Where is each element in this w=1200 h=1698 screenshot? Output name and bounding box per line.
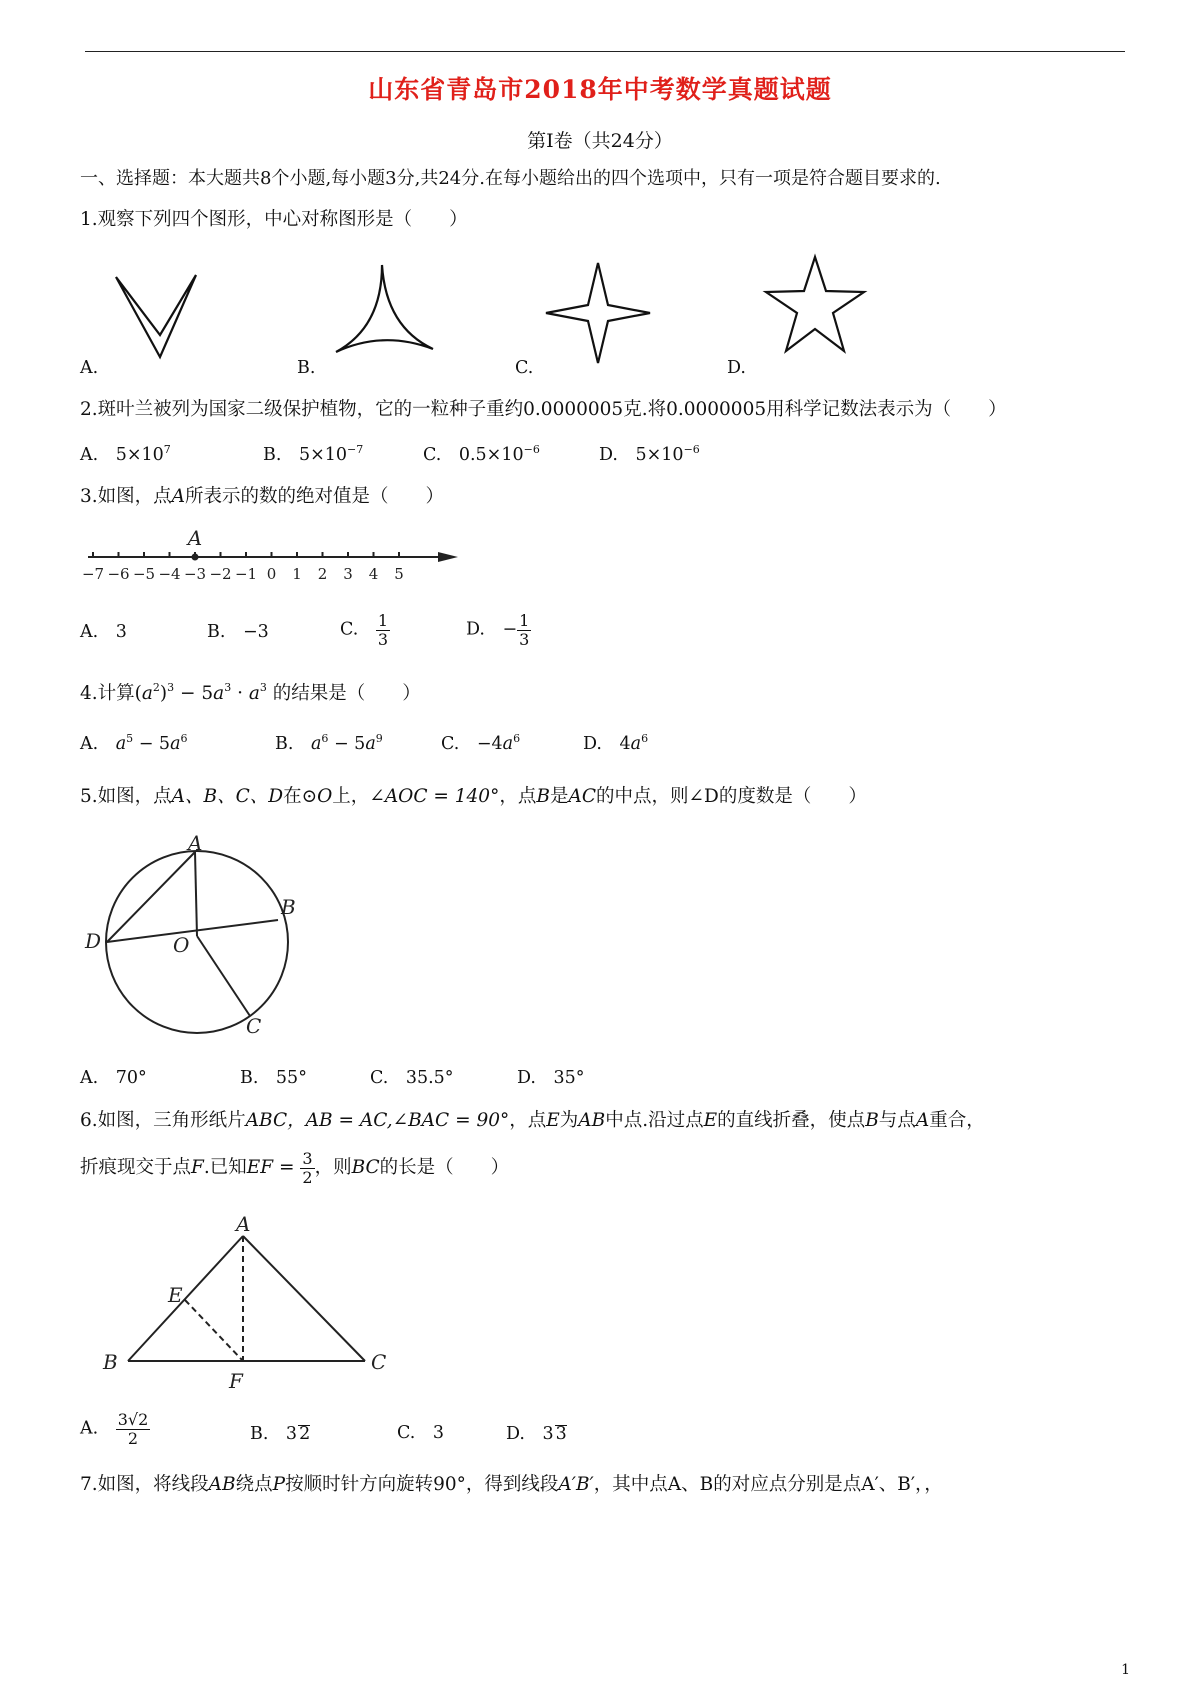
q6-option-d: D. 3 3 [506, 1424, 567, 1444]
q5-label-d: D [85, 929, 102, 953]
q6-label-a: A [236, 1212, 251, 1236]
q5-label-c: C [246, 1014, 262, 1038]
q5-circle [106, 851, 288, 1033]
q3-number-line [80, 523, 480, 588]
q1-shape-c-four-point-star [546, 263, 650, 363]
q1-shape-a-chevron [116, 275, 196, 357]
question-3-stem: 3.如图，点A所表示的数的绝对值是（ ） [80, 486, 445, 507]
question-4-stem: 4.计算$(a^2)^3 - 5a^3 \cdot a^3$ 的结果是（ ） [80, 681, 421, 704]
q6-option-c: C. 3 [397, 1423, 444, 1443]
q5-option-c: C. 35.5° [370, 1068, 454, 1088]
q5-label-a: A [188, 831, 203, 855]
q2-option-a: A. $5\times 10^7$ [80, 443, 171, 465]
page-title: 山东省青岛市2018年中考数学真题试题 [368, 75, 832, 104]
q3-option-a: A. 3 [80, 622, 127, 642]
number-line-tick-label: 2 [317, 565, 328, 583]
q6-side-ba [128, 1236, 243, 1361]
q5-segment-da [107, 852, 195, 942]
number-line-tick-label: −4 [158, 565, 181, 583]
question-6-line-2: 折痕现交于点F.已知EF = $\frac{3}{2}$ ，则BC的长是（ ） [80, 1149, 510, 1187]
q5-option-b: B. 55° [240, 1068, 307, 1088]
q5-label-o: O [173, 933, 190, 957]
number-line-tick-label: 1 [292, 565, 302, 583]
header-rule [85, 51, 1125, 52]
section-instructions: 一、选择题：本大题共8个小题,每小题3分,共24分.在每小题给出的四个选项中，只有一项是符合题目要求的. [80, 168, 941, 189]
q2-option-d: D. $5\times 10^{-6}$ [599, 443, 700, 465]
question-1-stem: 1.观察下列四个图形，中心对称图形是（ ） [80, 209, 468, 230]
number-line-tick-label: −3 [183, 565, 207, 583]
q1-shape-b-curved-triangle [336, 265, 433, 352]
number-line-point-label: A [187, 526, 203, 550]
number-line-tick-label: −7 [81, 565, 105, 583]
q5-segment-oa [195, 852, 197, 936]
number-line-tick-label: 0 [266, 565, 277, 583]
q4-option-c: C. $-4a^6$ [441, 732, 521, 754]
q5-option-d: D. 35° [517, 1068, 585, 1088]
number-line-tick-label: 3 [343, 565, 353, 583]
number-line-tick-label: −5 [132, 565, 156, 583]
number-line-arrow [438, 552, 458, 562]
q6-label-e: E [168, 1283, 183, 1307]
q6-fold-ef [185, 1300, 243, 1361]
q1-figures [100, 255, 900, 370]
q1-label-d: D. [727, 358, 746, 378]
q2-option-c: C. $0.5\times 10^{-6}$ [423, 443, 540, 465]
q1-label-b: B. [297, 358, 316, 378]
q6-option-b: B. 3 2 [250, 1424, 311, 1444]
number-line-tick-label: −1 [234, 565, 258, 583]
q2-option-b: B. $5\times 10^{-7}$ [263, 443, 364, 465]
q1-shape-d-five-point-star [766, 257, 864, 351]
question-5-stem: 5.如图，点A、B、C、D在⊙O上，∠AOC = 140°，点B是AC的中点，则∠D的度数是（ ） [80, 786, 867, 807]
number-line-tick-label: 4 [368, 565, 379, 583]
q4-option-b: B. $a^6 - 5a^9$ [275, 732, 383, 754]
page-number: 1 [1121, 1662, 1130, 1678]
q4-option-a: A. $a^5 - 5a^6$ [80, 732, 188, 754]
section-heading: 第Ⅰ卷（共24分） [527, 130, 673, 152]
question-6-line-1: 6.如图，三角形纸片ABC，AB = AC,∠BAC = 90°，点E为AB中点.沿过点E的直线折叠，使点B与点A重合， [80, 1110, 985, 1131]
q5-segment-db [107, 920, 278, 942]
q6-label-f: F [229, 1369, 243, 1393]
number-line-tick-label: −6 [107, 565, 130, 583]
q6-option-a: A. $\frac{3√2}{2}$ [80, 1410, 149, 1448]
q6-triangle-figure [95, 1213, 405, 1398]
q1-label-c: C. [515, 358, 534, 378]
q3-option-c: C. $\frac{1}{3}$ [340, 611, 389, 649]
q5-option-a: A. 70° [80, 1068, 147, 1088]
q5-segment-oc [197, 936, 250, 1016]
q4-option-d: D. $4a^6$ [583, 732, 649, 754]
number-line-tick-label: −2 [209, 565, 232, 583]
q6-label-c: C [371, 1350, 387, 1374]
q1-label-a: A. [80, 358, 99, 378]
number-line-point-a [192, 554, 199, 561]
q3-option-b: B. −3 [207, 622, 269, 642]
q5-label-b: B [281, 895, 296, 919]
q6-side-ac [243, 1236, 365, 1361]
q5-circle-figure [78, 832, 338, 1047]
number-line-tick-label: 5 [394, 565, 404, 583]
question-2-stem: 2.斑叶兰被列为国家二级保护植物，它的一粒种子重约0.0000005克.将0.0000005用科学记数法表示为（ ） [80, 399, 1007, 420]
q3-option-d: D. − $\frac{1}{3}$ [466, 611, 530, 649]
q6-label-b: B [103, 1350, 118, 1374]
question-7-stem: 7.如图，将线段AB绕点P按顺时针方向旋转90°，得到线段A′B′，其中点A、B的对应点分别是点A′、B′，， [80, 1474, 943, 1495]
